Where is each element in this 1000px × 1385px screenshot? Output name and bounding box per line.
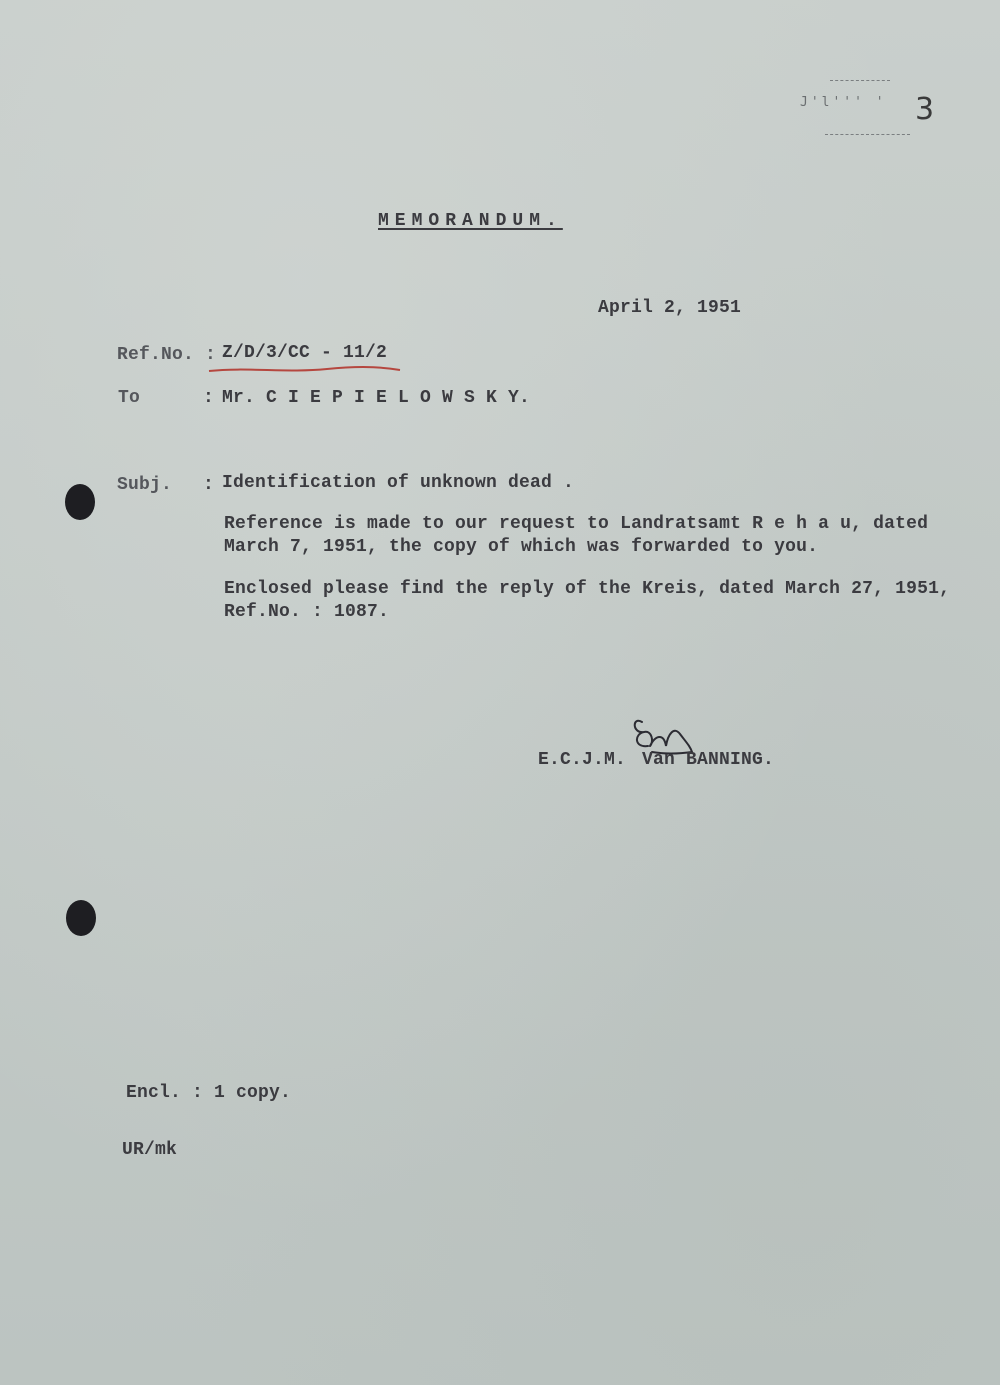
document-date: April 2, 1951 [598,298,742,318]
body-paragraph-2-line-1: Enclosed please find the reply of the Kreis, dated March 27, 1951, [224,579,951,599]
to-label: To [118,388,141,408]
body-paragraph-1-line-2: March 7, 1951, the copy of which was forwarded to you. [224,537,819,557]
to-colon: : [203,388,215,408]
to-recipient: Mr. C I E P I E L O W S K Y. [222,388,531,408]
body-paragraph-1-line-1: Reference is made to our request to Landratsamt R e h a u, dated [224,514,929,534]
page-number: 3 [915,92,935,127]
document-title: MEMORANDUM. [378,211,563,231]
ref-label: Ref.No. : [117,345,217,365]
ref-value: Z/D/3/CC - 11/2 [222,343,388,363]
ref-red-underline [207,365,402,375]
archive-stamp: J'l''' ' [800,95,887,110]
stamp-dotted-line-bottom [825,134,910,135]
body-paragraph-2-line-2: Ref.No. : 1087. [224,602,390,622]
stamp-dotted-line-top [830,80,890,81]
subject-colon: : [203,475,215,495]
subject-text: Identification of unknown dead . [222,473,575,493]
signer-initials: E.C.J.M. [538,750,627,770]
enclosure-note: Encl. : 1 copy. [126,1083,292,1103]
punch-hole-lower [66,900,96,936]
subject-label: Subj. [117,475,173,495]
punch-hole-upper [65,484,95,520]
typist-reference: UR/mk [122,1140,178,1160]
signer-name: Van BANNING. [642,750,775,770]
